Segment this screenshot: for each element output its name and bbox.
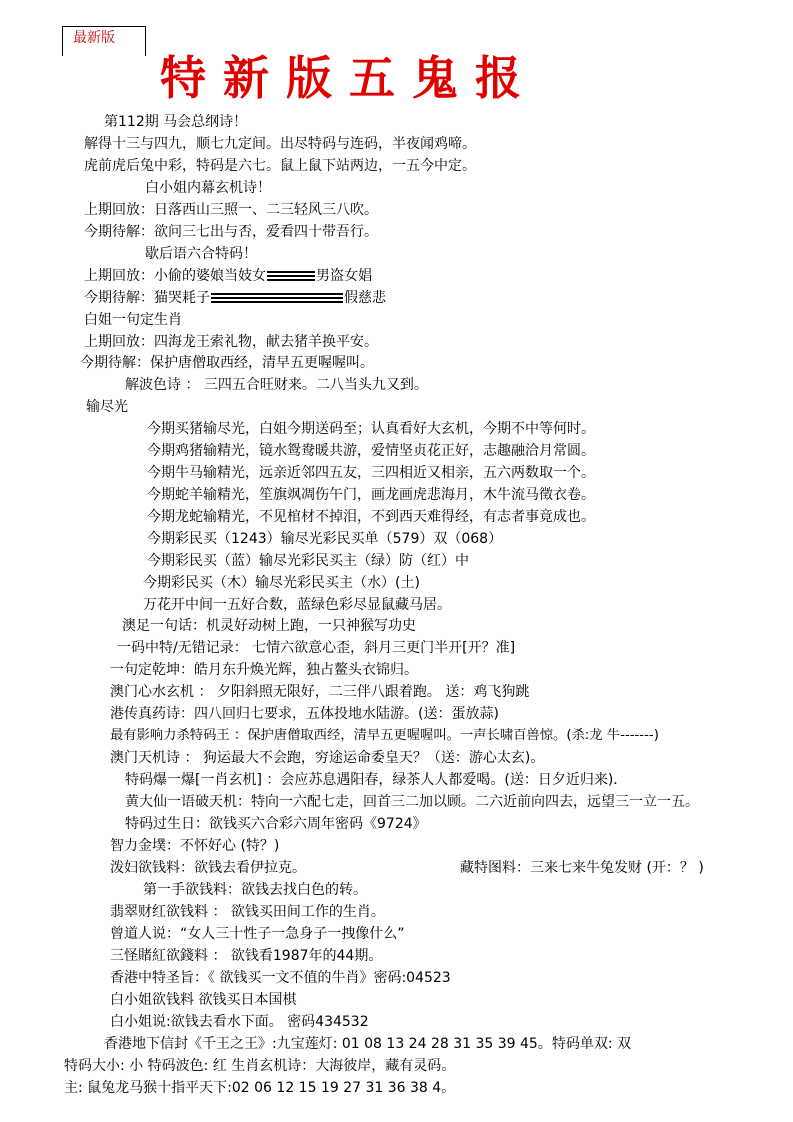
text-line: 白小姐说:欲钱去看水下面。 密码434532 — [110, 1014, 369, 1030]
text-segment: 假慈悲 — [344, 290, 386, 306]
latest-edition-badge: 最新版 — [62, 26, 146, 56]
text-line: 澳门天机诗 ： 狗运最大不会跑，穷途运命委皇天？（送：游心太玄)。 — [110, 750, 545, 766]
text-line: 曾道人说：“女人三十性子一急身子一拽像什么” — [110, 926, 405, 942]
text-line: 最有影响力杀特码王 ：保护唐僧取西经，清早五更喔喔叫。一声长啸百兽惊。(杀:龙 牛-------) — [110, 728, 659, 743]
text-line: 特码爆一爆[一肖玄机] ：会应苏息遇阳春，绿茶人人都爱喝。(送：日夕近归来)． — [125, 772, 628, 788]
text-line: 主: 鼠兔龙马猴十指平天下:02 06 12 15 19 27 31 36 38 4。 — [64, 1080, 456, 1096]
text-line: 解得十三与四九，顺七九定间。出尽特码与连码，半夜闻鸡啼。 — [84, 136, 476, 152]
text-line: 香港地下信封《千王之王》:九宝莲灯: 01 08 13 24 28 31 35 39 45。特码单双: 双 — [104, 1036, 631, 1052]
text-line: 今期鸡猪输精光，镜水鸳鸯暖共游，爱情坚贞花正好，志趣融洽月常圆。 — [147, 443, 595, 459]
text-line: 智力金墣：不怀好心 (特？) — [110, 838, 280, 854]
text-line: 上期回放：日落西山三照一、二三轻风三八吹。 — [84, 202, 378, 218]
text-line: 黄大仙一语破天机：特向一六配七走，回首三二加以顾。二六近前向四去，远望三一立一五。 — [125, 794, 699, 810]
text-line: 白小姐欲钱料 欲钱买日本国棋 — [110, 992, 297, 1008]
section-heading: 输尽光 — [86, 399, 128, 415]
text-line — [84, 289, 386, 307]
section-heading: 白姐一句定生肖 — [84, 312, 182, 328]
text-line: 特码过生日：欲钱买六合彩六周年密码《9724》 — [125, 816, 427, 832]
text-line: 今期待解：保护唐僧取西经，清早五更喔喔叫。 — [80, 355, 374, 371]
text-line: 香港中特圣旨：《 欲钱买一文不值的牛肖》密码:04523 — [110, 970, 451, 986]
redaction-bars — [211, 293, 343, 303]
text-line: 万花开中间一五好合数，蓝绿色彩尽显鼠藏马居。 — [143, 597, 451, 613]
text-line: 澳门心水玄机 ： 夕阳斜照无限好，二三伴八跟着跑。 送：鸡飞狗跳 — [110, 684, 530, 700]
text-segment: 男盗女娼 — [316, 268, 372, 284]
text-line: 泼妇欲钱料：欲钱去看伊拉克。 — [110, 860, 306, 876]
text-segment: 上期回放：小偷的婆娘当妓女 — [84, 268, 266, 284]
text-line: 港传真药诗：四八回归七要求，五体投地水陆游。(送：蛋放蒜) — [110, 706, 499, 722]
text-line: 今期买猪输尽光，白姐今期送码至；认真看好大玄机，今期不中等何时。 — [147, 421, 595, 437]
text-line: 解波色诗 ： 三四五合旺财来。二八当头九又到。 — [125, 377, 428, 393]
text-line: 藏特图料：三来七来牛兔发财 (开：？ ) — [460, 860, 704, 876]
text-line: 一句定乾坤：皓月东升焕光辉，独占鳌头衣锦归。 — [110, 662, 418, 678]
text-line: 今期彩民买（蓝）输尽光彩民买主（绿）防（红）中 — [147, 553, 469, 569]
text-line: 特码大小: 小 特码波色: 红 生肖玄机诗：大海彼岸，藏有灵码。 — [64, 1058, 456, 1074]
text-segment: 今期待解：猫哭耗子 — [84, 290, 210, 306]
text-line: 澳足一句话：机灵好动树上跑，一只神猴写功史 — [122, 618, 416, 634]
text-line: 今期蛇羊输精光，笙旗飒凋伤午门，画龙画虎悲海月，木牛流马徵衣卷。 — [147, 487, 595, 503]
text-line: 一码中特/无错记录： 七情六欲意心歪，斜月三更门半开[开？准] — [117, 640, 516, 656]
redaction-bars — [267, 271, 315, 281]
text-line: 今期龙蛇输精光，不见棺材不掉泪，不到西天难得经，有志者事竟成也。 — [147, 509, 595, 525]
text-line: 今期彩民买（木）输尽光彩民买主（水）(土) — [143, 575, 420, 591]
issue-heading: 第112期 马会总纲诗！ — [104, 114, 248, 130]
text-line: 今期彩民买（1243）输尽光彩民买单（579）双（068） — [147, 531, 503, 547]
section-heading: 白小姐内幕玄机诗！ — [145, 180, 271, 196]
text-line: 今期待解：欲问三七出与否，爱看四十带吾行。 — [84, 224, 378, 240]
section-heading: 歇后语六合特码！ — [145, 246, 257, 262]
text-line: 第一手欲钱料：欲钱去找白色的转。 — [143, 882, 367, 898]
text-line — [84, 267, 372, 285]
text-line: 三怪賭紅欲錢料 ： 欲钱看1987年的44期。 — [110, 948, 383, 964]
text-line: 虎前虎后兔中彩，特码是六七。鼠上鼠下站两边，一五今中定。 — [84, 158, 476, 174]
text-line: 今期牛马输精光，远亲近邻四五友，三四相近又相亲，五六两数取一个。 — [147, 465, 595, 481]
text-line: 上期回放：四海龙王索礼物，献去猪羊换平安。 — [84, 334, 378, 350]
page-title: 特新版五鬼报 — [160, 51, 538, 105]
text-line: 翡翠财红欲钱料 ： 欲钱买田间工作的生肖。 — [110, 904, 385, 920]
